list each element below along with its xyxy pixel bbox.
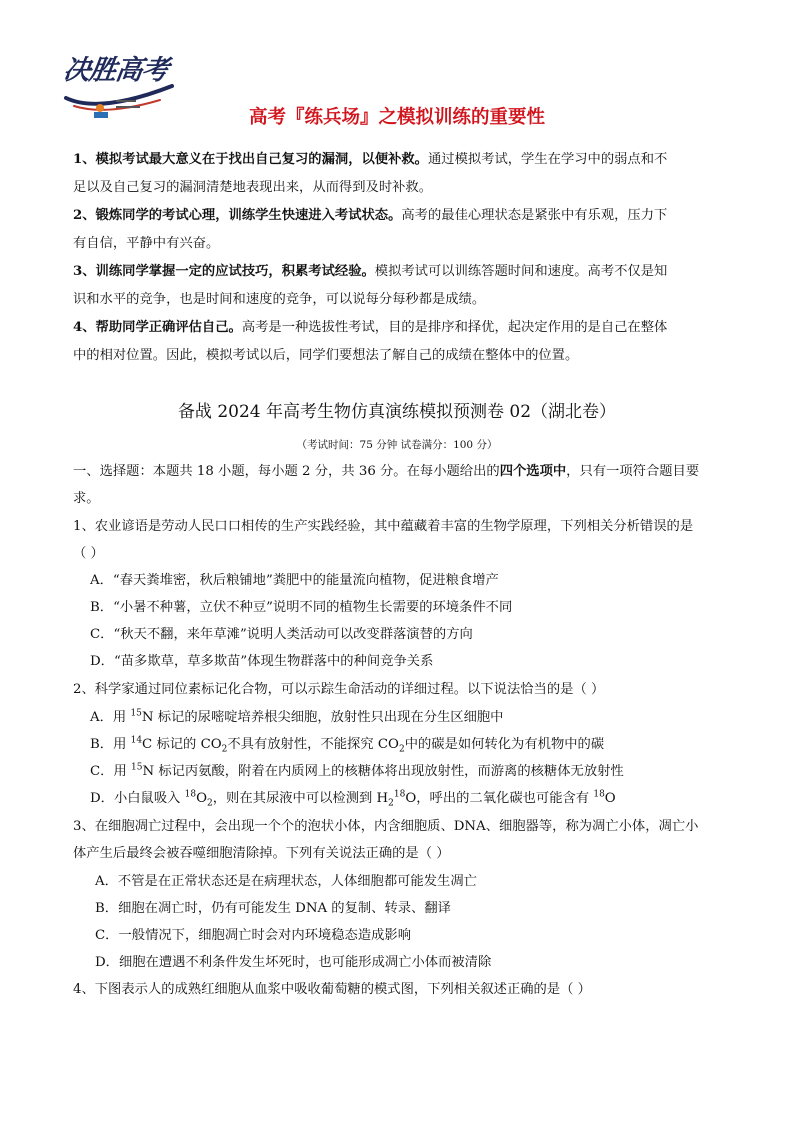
question-3-option-a: A．不管是在正常状态还是在病理状态，人体细胞都可能发生凋亡 bbox=[95, 874, 477, 889]
intro-lead: 4、帮助同学正确评估自己。 bbox=[73, 320, 242, 335]
intro-text: 足以及自己复习的漏洞清楚地表现出来，从而得到及时补救。 bbox=[73, 180, 433, 195]
intro-lead: 2、锻炼同学的考试心理，训练学生快速进入考试状态。 bbox=[73, 208, 402, 223]
intro-point-2 bbox=[73, 202, 725, 258]
question-1-stem: 1、农业谚语是劳动人民口口相传的生产实践经验，其中蕴藏着丰富的生物学原理，下列相关分析错误的是 bbox=[73, 519, 694, 534]
exam-info: （考试时间：75 分钟 试卷满分：100 分） bbox=[296, 439, 498, 451]
section-emphasis: 四个选项中 bbox=[499, 464, 567, 479]
question-3-option-d: D．细胞在遭遇不利条件发生坏死时，也可能形成凋亡小体而被清除 bbox=[95, 955, 492, 970]
question-3-option-c: C．一般情况下，细胞凋亡时会对内环境稳态造成影响 bbox=[95, 928, 412, 943]
question-2-stem: 2、科学家通过同位素标记化合物，可以示踪生命活动的详细过程。以下说法恰当的是（ ） bbox=[73, 682, 605, 697]
intro-text: 模拟考试可以训练答题时间和速度。高考不仅是知 bbox=[374, 264, 668, 279]
question-3-option-b: B．细胞在凋亡时，仍有可能发生 DNA 的复制、转录、翻译 bbox=[95, 901, 451, 916]
question-2-option-d: D．小白鼠吸入 $^{18}O_2$，则在其尿液中可以检测到 $H_2^{18}O$，呼出的二氧化碳也可能含有 $^{18}$O bbox=[90, 789, 616, 809]
question-1-stem-blank: （ ） bbox=[73, 546, 104, 561]
page-headline: 高考『练兵场』之模拟训练的重要性 bbox=[248, 107, 545, 128]
exam-title: 备战 2024 年高考生物仿真演练模拟预测卷 02（湖北卷） bbox=[177, 402, 617, 422]
question-3-stem-cont: 体产生后最终会被吞噬细胞清除掉。下列有关说法正确的是（ ） bbox=[73, 846, 450, 861]
question-1-option-d: D．“苗多欺草，草多欺苗”体现生物群落中的种间竞争关系 bbox=[90, 654, 434, 669]
section-text: 一、选择题：本题共 18 小题，每小题 2 分，共 36 分。在每小题给出的 bbox=[73, 464, 500, 479]
logo-text: 决胜高考 bbox=[61, 55, 170, 86]
section-instruction-cont: 求。 bbox=[73, 491, 100, 506]
intro-text: 中的相对位置。因此，模拟考试以后，同学们要想法了解自己的成绩在整体中的位置。 bbox=[73, 348, 579, 363]
intro-text: 识和水平的竞争，也是时间和速度的竞争，可以说每分每秒都是成绩。 bbox=[73, 292, 486, 307]
intro-point-3 bbox=[73, 258, 725, 314]
intro-point-4 bbox=[73, 314, 725, 370]
section-text: ，只有一项符合题目要 bbox=[566, 464, 700, 479]
question-1-option-a: A．“春天粪堆密，秋后粮铺地”粪肥中的能量流向植物，促进粮食增产 bbox=[90, 573, 499, 588]
intro-text: 有自信，平静中有兴奋。 bbox=[73, 236, 220, 251]
question-1-option-c: C．“秋天不翻，来年草滩”说明人类活动可以改变群落演替的方向 bbox=[90, 627, 473, 642]
section-instruction bbox=[73, 458, 725, 485]
question-2-option-c: C．用 $^{15}$N 标记丙氨酸，附着在内质网上的核糖体将出现放射性，而游离的核糖体无放射性 bbox=[90, 762, 624, 779]
question-4-stem: 4、下图表示人的成熟红细胞从血浆中吸收葡萄糖的模式图，下列相关叙述正确的是（ ） bbox=[73, 982, 591, 997]
intro-lead: 3、训练同学掌握一定的应试技巧，积累考试经验。 bbox=[73, 264, 375, 279]
intro-lead: 1、模拟考试最大意义在于找出自己复习的漏洞，以便补救。 bbox=[73, 152, 428, 167]
question-3-stem: 3、在细胞凋亡过程中，会出现一个个的泡状小体，内含细胞质、DNA、细胞器等，称为凋亡小体，凋亡小 bbox=[73, 819, 699, 834]
question-2-option-a: A．用 $^{15}$N 标记的尿嘧啶培养根尖细胞，放射性只出现在分生区细胞中 bbox=[90, 708, 504, 725]
question-2-option-b: B．用 $^{14}$C 标记的 $CO_2$不具有放射性，不能探究 $CO_2$中的碳是如何转化为有机物中的碳 bbox=[90, 735, 605, 755]
intro-text: 高考的最佳心理状态是紧张中有乐观，压力下 bbox=[401, 208, 668, 223]
question-1-option-b: B．“小暑不种薯，立伏不种豆”说明不同的植物生长需要的环境条件不同 bbox=[90, 600, 513, 615]
intro-point-1 bbox=[73, 146, 725, 202]
intro-text: 高考是一种选拔性考试，目的是排序和择优，起决定作用的是自己在整体 bbox=[241, 320, 668, 335]
intro-text: 通过模拟考试，学生在学习中的弱点和不 bbox=[427, 152, 668, 167]
